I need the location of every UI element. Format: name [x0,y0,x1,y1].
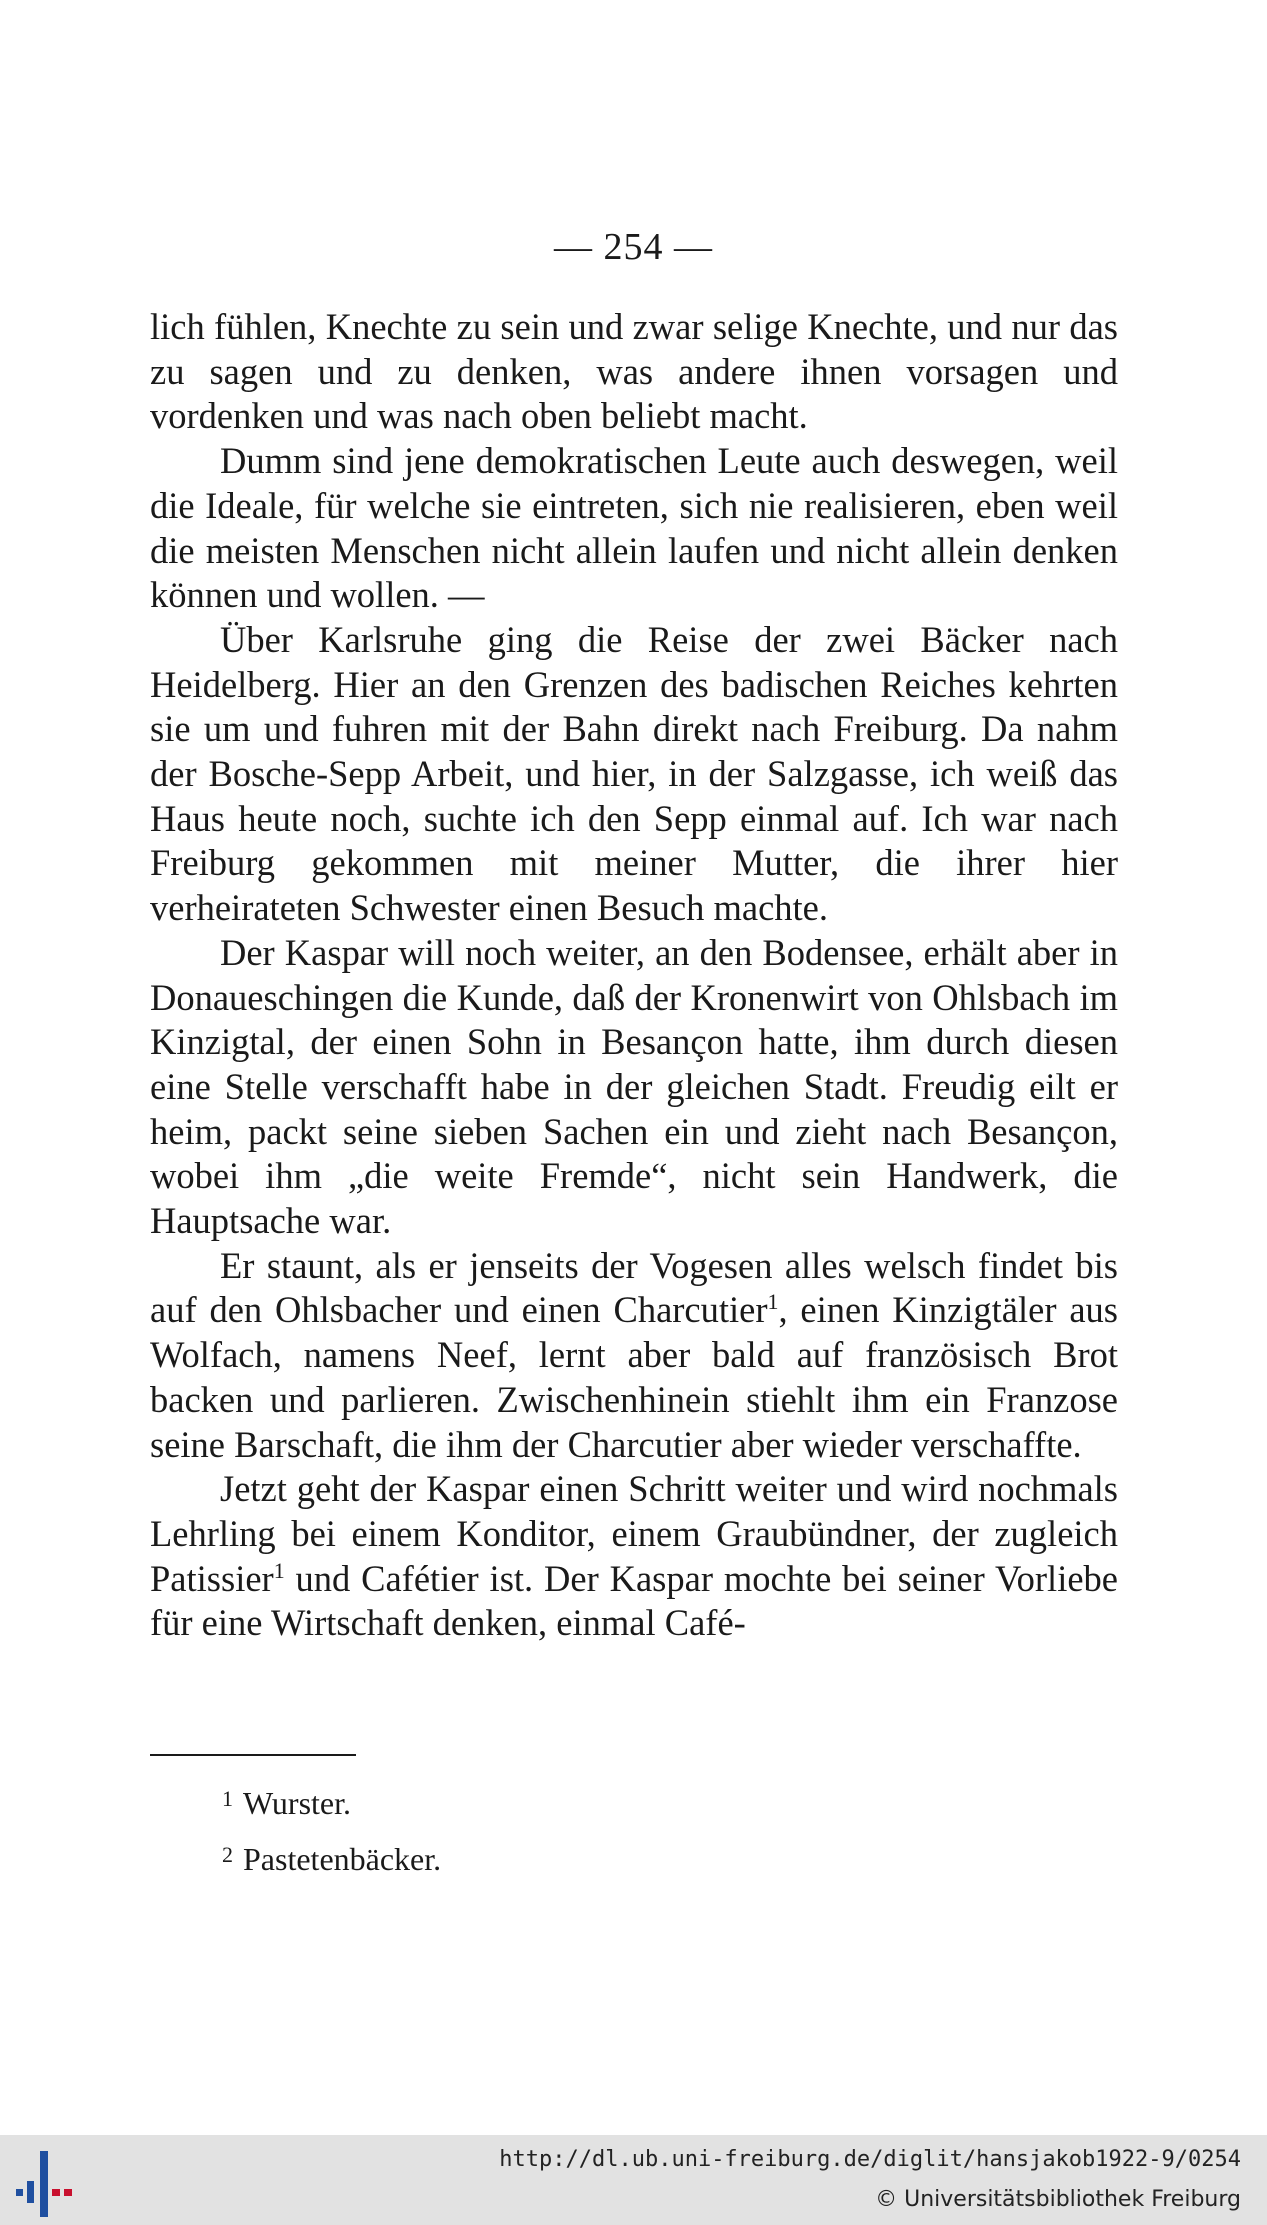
footnote-text: Wurster. [243,1785,352,1821]
copyright-notice: © Universitätsbibliothek Freiburg [875,2187,1241,2212]
paragraph [150,1244,1118,1468]
footnote-ref[interactable]: 1 [273,1557,285,1583]
footnote-ref[interactable]: 1 [767,1289,779,1315]
paragraph-text: , einen Kinzigtäler aus Wolfach, namens Neef, lernt aber bald auf französisch Brot backen und parlieren. Zwischenhinein stiehlt ihm ein Franzose seine Barschaft, die ihm der Charcutier aber wieder verschaffte. [150,1289,1118,1465]
paragraph-text: Jetzt geht der Kaspar einen Schritt weiter und wird nochmals Lehrling bei einem Konditor, einem Graubündner, der zugleich Patissier [150,1468,1118,1599]
footnote [222,1829,441,1885]
footnotes [222,1773,441,1885]
footnote-divider [150,1754,356,1756]
source-url-link[interactable]: http://dl.ub.uni-freiburg.de/diglit/hansjakob1922-9/0254 [499,2147,1241,2172]
footnote-text: Pastetenbäcker. [243,1841,442,1877]
library-logo-icon [14,2151,80,2217]
main-text [150,305,1118,1646]
paragraph: Der Kaspar will noch weiter, an den Bodensee, erhält aber in Donaueschingen die Kunde, daß der Kronenwirt von Ohlsbach im Kinzigtal, der einen Sohn in Besançon hatte, ihm durch diesen eine Stelle verschafft habe in der gleichen Stadt. Freudig eilt er heim, packt seine sieben Sachen ein und zieht nach Besançon, wobei ihm „die weite Fremde“, nicht sein Handwerk, die Hauptsache war. [150,931,1118,1242]
paragraph: Über Karlsruhe ging die Reise der zwei Bäcker nach Heidelberg. Hier an den Grenzen des badischen Reiches kehrten sie um und fuhren mit der Bahn direkt nach Freiburg. Da nahm der Bosche-Sepp Arbeit, und hier, in der Salzgasse, ich weiß das Haus heute noch, suchte ich den Sepp einmal auf. Ich war nach Freiburg gekommen mit meiner Mutter, die ihrer hier verheirateten Schwester einen Besuch machte. [150,618,1118,929]
page-number: — 254 — [554,226,713,268]
footnote-number: 2 [222,1842,233,1867]
paragraph: lich fühlen, Knechte zu sein und zwar selige Knechte, und nur das zu sagen und zu denken, was andere ihnen vorsagen und vordenken und was nach oben beliebt macht. [150,306,1118,437]
footnote [222,1773,441,1829]
footer-bar [0,2135,1267,2225]
paragraph [150,1467,1118,1646]
paragraph: Dumm sind jene demokratischen Leute auch deswegen, weil die Ideale, für welche sie eintreten, sich nie realisieren, eben weil die meisten Menschen nicht allein laufen und nicht allein denken können und wollen. — [150,440,1118,616]
paragraph-text: und Cafétier ist. Der Kaspar mochte bei seiner Vorliebe für eine Wirtschaft denken, einmal Café- [150,1557,1118,1644]
footnote-number: 1 [222,1786,233,1811]
paragraph-text: Er staunt, als er jenseits der Vogesen alles welsch findet bis auf den Ohlsbacher und einen Charcutier [150,1244,1118,1331]
